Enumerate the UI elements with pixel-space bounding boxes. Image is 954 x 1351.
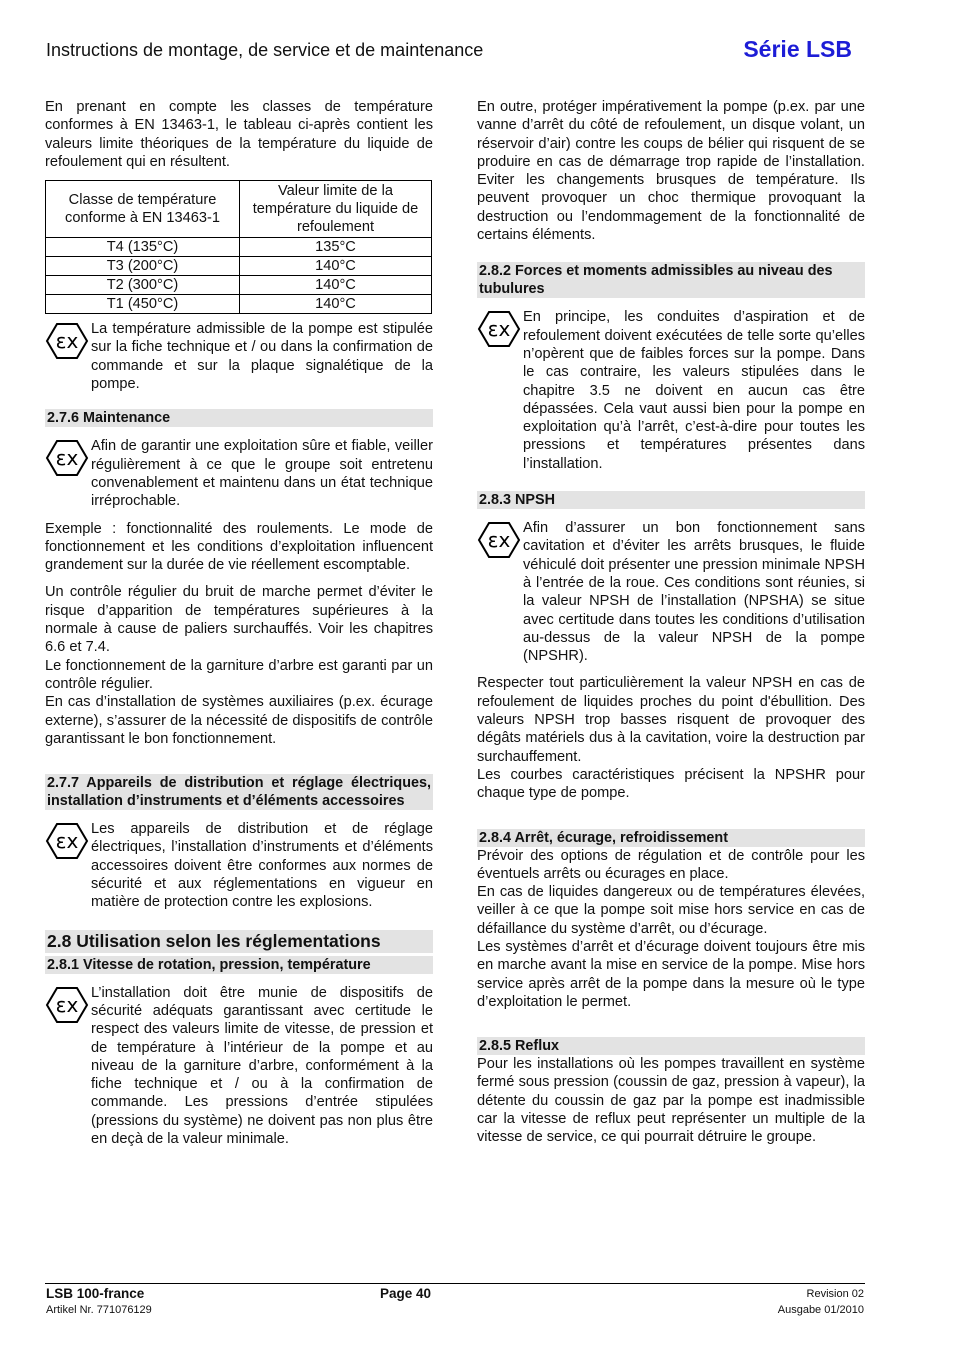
table-header-class: Classe de température conforme à EN 13463-1 — [46, 181, 240, 238]
table-cell: 140°C — [240, 276, 432, 295]
svg-text:εx: εx — [487, 528, 511, 553]
intro-paragraph: En prenant en compte les classes de température conformes à EN 13463-1, le tableau ci-après contient les valeurs limite théoriques de la température du liquide de refoulement qui en résultent. — [45, 99, 433, 170]
footer-article-number: Artikel Nr. 771076129 — [46, 1304, 152, 1316]
section-title-2-8: 2.8 Utilisation selon les réglementations — [45, 930, 433, 953]
table-cell: T2 (300°C) — [46, 276, 240, 295]
section-title-2-7-7: 2.7.7 Appareils de distribution et réglage électriques, installation d’instruments et d’éléments accessoires — [47, 775, 431, 810]
paragraph: En outre, protéger impérativement la pompe (p.ex. par une vanne d’arrêt du côté de refoulement, un disque volant, un réservoir d’air) contre les coups de bélier qui risquent de se produire en cas de démarrage trop rapide de l’installation. Eviter les changements brusques de température. Ils peuvent provoquer un choc thermique provoquant la destruction ou l’endommagement de la fonctionnalité de certains éléments. — [477, 99, 865, 244]
paragraph: Le fonctionnement de la garniture d’arbre est garanti par un contrôle régulier. — [45, 657, 433, 692]
footer-revision: Revision 02 — [806, 1288, 864, 1300]
table-row — [46, 257, 432, 276]
ex-explosion-icon — [45, 322, 89, 360]
paragraph: En cas de liquides dangereux ou de températures élevées, veiller à ce que la pompe soit mise hors service en cas de défaillance du système d’arrêt, ou d’écurage. — [477, 884, 865, 937]
svg-text:εx: εx — [55, 329, 79, 354]
ex-notice-text: Afin de garantir une exploitation sûre et fiable, veiller régulièrement à ce que le groupe soit entretenu convenablement et maintenu dans un état technique irréprochable. — [91, 438, 433, 510]
series-title: Série LSB — [743, 36, 852, 62]
right-column — [477, 98, 865, 1156]
section-title-2-8-1: 2.8.1 Vitesse de rotation, pression, température — [45, 956, 433, 974]
ex-notice — [45, 820, 433, 911]
table-cell: T4 (135°C) — [46, 238, 240, 257]
table-header-limit: Valeur limite de la température du liquide de refoulement — [240, 181, 432, 238]
ex-notice — [477, 308, 865, 473]
section-title-2-8-2: 2.8.2 Forces et moments admissibles au niveau des tubulures — [477, 262, 865, 298]
section-title-2-8-5: 2.8.5 Reflux — [477, 1037, 865, 1055]
table-row — [46, 276, 432, 295]
table-cell: T1 (450°C) — [46, 295, 240, 314]
left-column — [45, 98, 433, 1157]
section-title-2-7-6: 2.7.6 Maintenance — [45, 409, 433, 427]
svg-text:εx: εx — [487, 317, 511, 342]
paragraph: Les systèmes d’arrêt et d’écurage doivent toujours être mis en marche avant la mise en service de la pompe. Mise hors service après arrêt de la pompe dans la mesure où le type d’exploitation le permet. — [477, 938, 865, 1010]
ex-explosion-icon — [45, 439, 89, 477]
footer-divider — [45, 1283, 865, 1284]
section-title-2-8-3: 2.8.3 NPSH — [477, 491, 865, 509]
ex-explosion-icon — [45, 986, 89, 1024]
paragraph: Prévoir des options de régulation et de contrôle pour les éventuels arrêts ou écurages en place. — [477, 847, 865, 882]
ex-explosion-icon — [477, 521, 521, 559]
paragraph: Exemple : fonctionnalité des roulements. Le mode de fonctionnement et les conditions d’exploitation influencent grandement sur la durée de vie réellement escomptable. — [45, 520, 433, 574]
footer-edition: Ausgabe 01/2010 — [777, 1304, 864, 1316]
svg-text:εx: εx — [55, 829, 79, 854]
paragraph: En cas d’installation de systèmes auxiliaires (p.ex. écurage externe), s’assurer de la nécessité de dispositifs de contrôle garantissant le bon fonctionnement. — [45, 694, 433, 747]
footer-doc-id: LSB 100-france — [46, 1286, 145, 1301]
table-cell: 135°C — [240, 238, 432, 257]
ex-notice-text: L’installation doit être munie de dispositifs de sécurité adéquats garantissant avec certitude le respect des valeurs limite de vitesse, de pression et de température à l’intérieur de la pompe et au niveau de la garniture d’arbre, conformément à la fiche technique et / ou à la confirmation de commande. Les pressions d’entrée stipulées (pressions du système) ne doivent pas non plus être en deçà de la valeur minimale. — [91, 984, 433, 1147]
paragraph: Les courbes caractéristiques précisent la NPSHR pour chaque type de pompe. — [477, 766, 865, 802]
table-cell: 140°C — [240, 295, 432, 314]
ex-notice — [477, 519, 865, 665]
svg-text:εx: εx — [55, 446, 79, 471]
table-row — [46, 295, 432, 314]
document-title: Instructions de montage, de service et de maintenance — [46, 40, 484, 60]
section-title-2-8-4: 2.8.4 Arrêt, écurage, refroidissement — [477, 829, 865, 847]
ex-notice-text: En principe, les conduites d’aspiration et de refoulement doivent exécutées de telle sorte qu’elles n’opèrent que de faibles forces sur la pompe. Dans le cas contraire, les valeurs stipulées dans le chapitre 3.5 ne doivent en aucun cas être dépassées. Cela vaut aussi bien pour la pompe en exploitation qu’à l’arrêt, c’est-à-dire pour toutes les pressions et températures présentes dans l’installation. — [523, 309, 865, 472]
ex-notice-text: Les appareils de distribution et de réglage électriques, l’installation d’instruments et d’éléments accessoires doivent être conformes aux normes de sécurité et aux réglementations en vigueur en matière de protection contre les explosions. — [91, 821, 433, 911]
table-cell: T3 (200°C) — [46, 257, 240, 276]
ex-notice-text: Afin d’assurer un bon fonctionnement sans cavitation et d’éviter les arrêts brusques, le fluide véhiculé doit présenter une pression minimale NPSH à l’entrée de la roue. Ces conditions sont réunies, si la valeur NPSH de l’installation (NPSHA) se situe avec certitude dans toutes les conditions d’utilisation au-dessus de la valeur NPSH de la pompe (NPSHR). — [523, 520, 865, 665]
ex-explosion-icon — [45, 822, 89, 860]
ex-notice — [45, 984, 433, 1149]
ex-explosion-icon — [477, 310, 521, 348]
svg-text:εx: εx — [55, 992, 79, 1017]
table-cell: 140°C — [240, 257, 432, 276]
paragraph: Pour les installations où les pompes travaillent en système fermé sous pression (coussin de gaz, pression à vapeur), la détente du coussin de gaz par la pompe est inadmissible car la vitesse de reflux peut représenter un multiple de la vitesse de service, ce qui pourrait détruire le groupe. — [477, 1056, 865, 1146]
ex-notice — [45, 320, 433, 393]
ex-notice — [45, 437, 433, 510]
page-number: Page 40 — [380, 1286, 432, 1301]
ex-notice-text: La température admissible de la pompe est stipulée sur la fiche technique et / ou dans la confirmation de commande et sur la plaque signalétique de la pompe. — [91, 321, 433, 393]
paragraph: Respecter tout particulièrement la valeur NPSH en cas de refoulement de liquides proches du point d'ébullition. Des valeurs NPSH trop basses risquent de provoquer des dégâts matériels dus à la cavitation, voire la destruction par surchauffement. — [477, 675, 865, 765]
table-row — [46, 238, 432, 257]
paragraph: Un contrôle régulier du bruit de marche permet d’éviter le risque d’apparition de températures supérieures à la normale à cause de paliers surchauffés. Voir les chapitres 6.6 et 7.4. — [45, 584, 433, 656]
temperature-table — [45, 180, 432, 314]
